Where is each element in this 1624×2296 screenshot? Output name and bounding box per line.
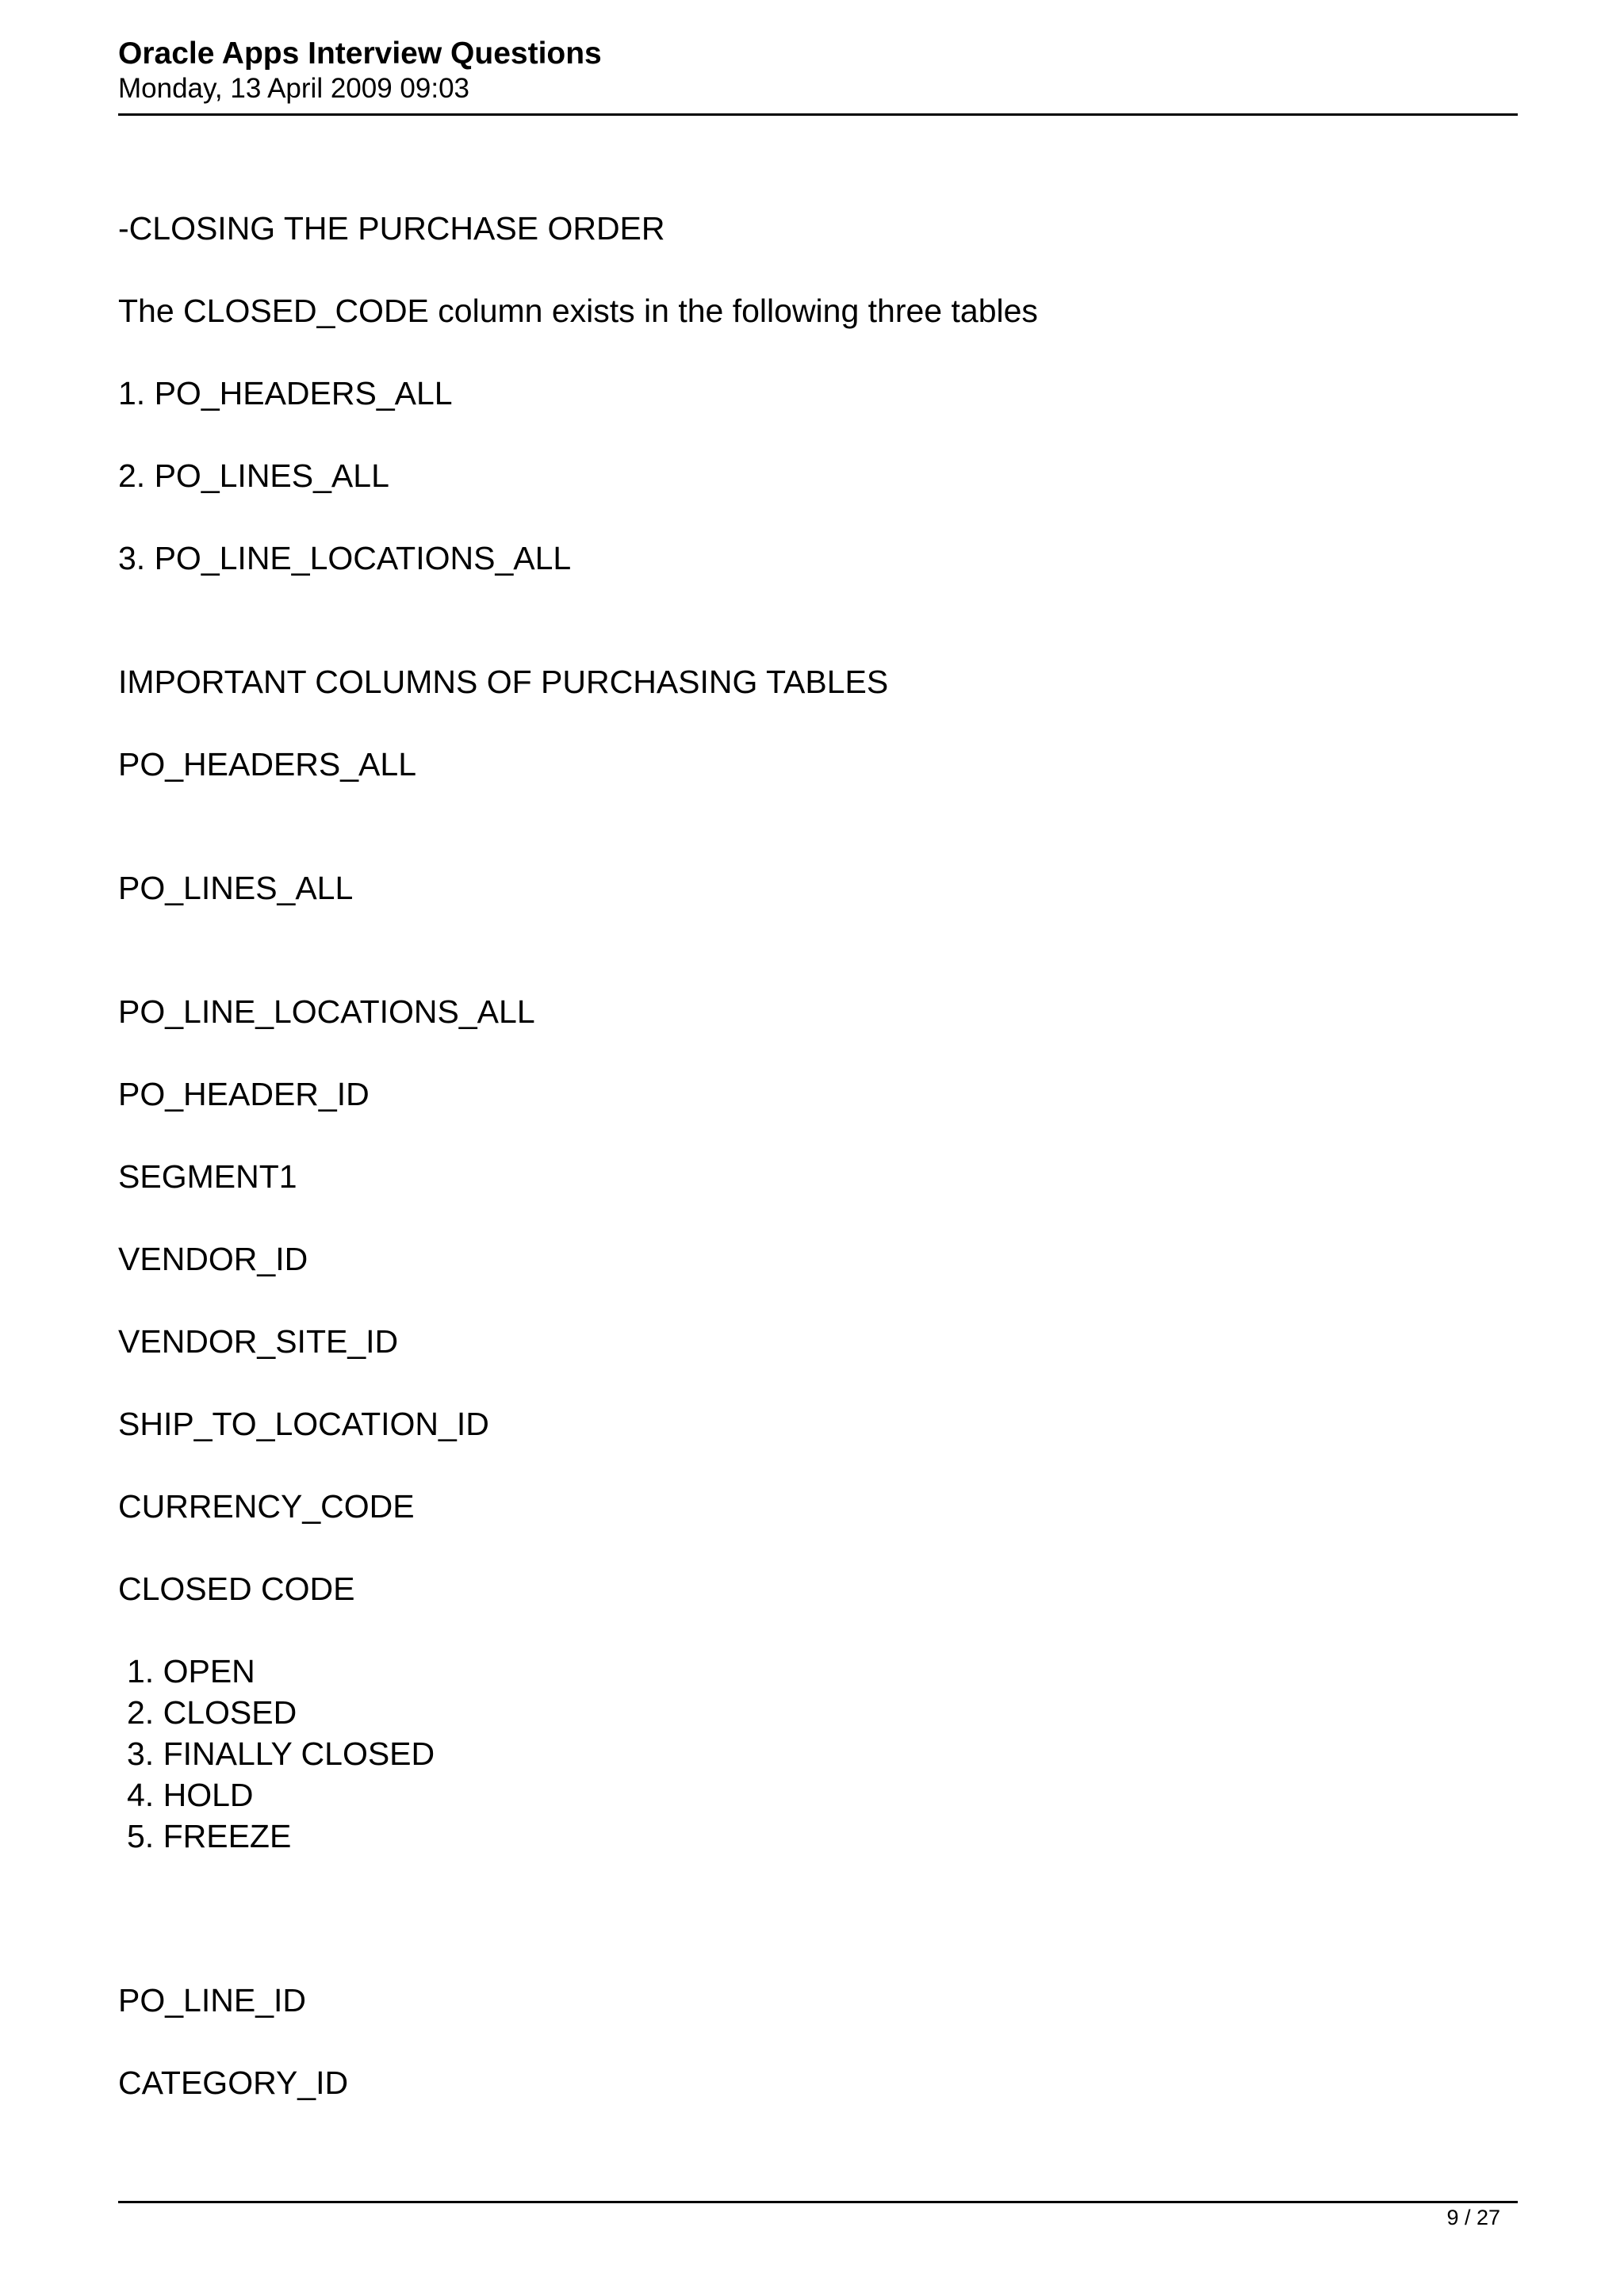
closed-code-item: 4. HOLD	[127, 1777, 254, 1813]
column-name: SHIP_TO_LOCATION_ID	[118, 1406, 489, 1442]
page-header	[118, 35, 1518, 105]
column-name: PO_HEADER_ID	[118, 1076, 370, 1112]
footer-divider	[118, 2201, 1518, 2203]
closed-code-item: 5. FREEZE	[127, 1818, 292, 1854]
column-name: SEGMENT1	[118, 1158, 297, 1195]
header-divider	[118, 113, 1518, 116]
table-list-item: 1. PO_HEADERS_ALL	[118, 375, 453, 411]
section-heading: -CLOSING THE PURCHASE ORDER	[118, 210, 665, 247]
column-name: CURRENCY_CODE	[118, 1488, 415, 1525]
column-name: PO_LINE_ID	[118, 1982, 306, 2019]
table-list-item: 2. PO_LINES_ALL	[118, 457, 389, 494]
column-name: VENDOR_ID	[118, 1241, 308, 1277]
closed-code-item: 3. FINALLY CLOSED	[127, 1735, 435, 1772]
table-list-item: 3. PO_LINE_LOCATIONS_ALL	[118, 540, 572, 576]
closed-code-item: 2. CLOSED	[127, 1694, 297, 1731]
intro-text: The CLOSED_CODE column exists in the following three tables	[118, 293, 1038, 329]
table-name: PO_HEADERS_ALL	[118, 746, 417, 783]
column-name: CATEGORY_ID	[118, 2064, 349, 2101]
column-name: VENDOR_SITE_ID	[118, 1323, 399, 1360]
table-name: PO_LINES_ALL	[118, 870, 354, 906]
document-title: Oracle Apps Interview Questions	[118, 36, 602, 71]
closed-code-item: 1. OPEN	[127, 1653, 255, 1689]
table-name: PO_LINE_LOCATIONS_ALL	[118, 993, 535, 1030]
column-name: CLOSED CODE	[118, 1571, 355, 1607]
document-date: Monday, 13 April 2009 09:03	[118, 73, 470, 104]
important-columns-heading: IMPORTANT COLUMNS OF PURCHASING TABLES	[118, 664, 889, 700]
page-number: 9 / 27	[1446, 2206, 1500, 2229]
